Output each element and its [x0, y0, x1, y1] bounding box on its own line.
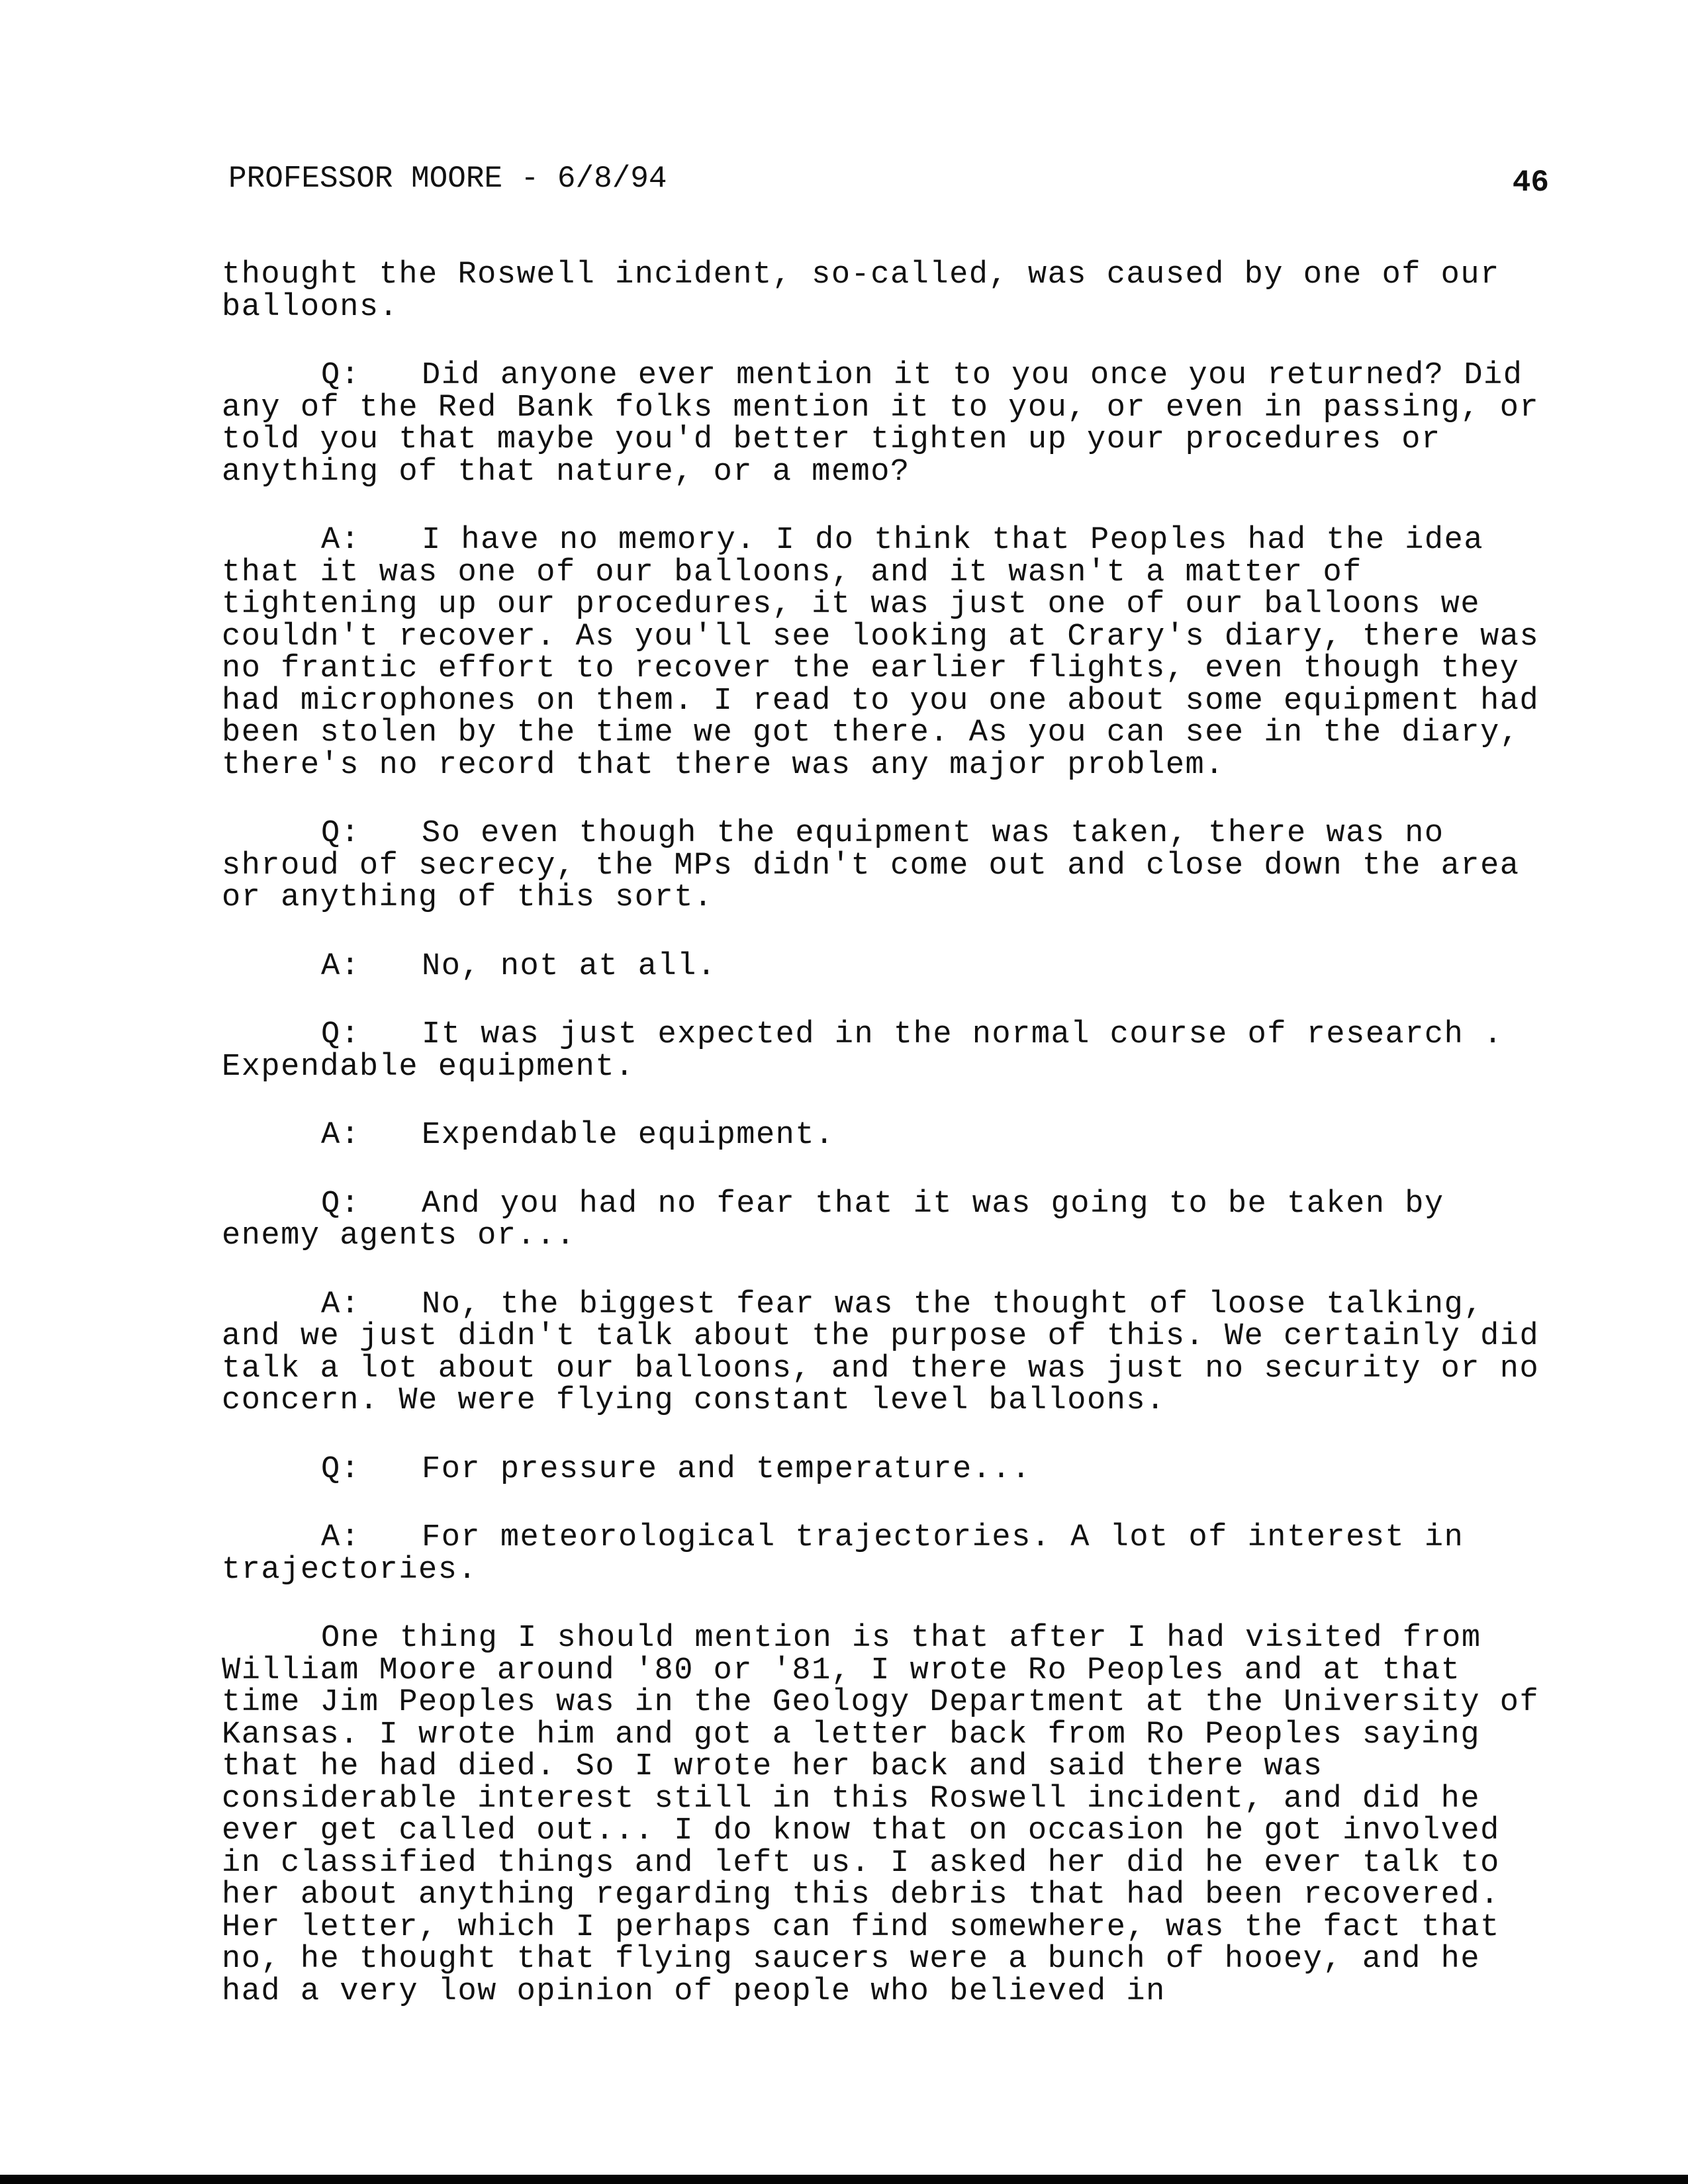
paragraph-answer: [222, 1120, 1552, 1152]
paragraph-text: And you had no fear that it was going to be taken by enemy agents or...: [222, 1186, 1444, 1253]
paragraph-answer: [222, 1522, 1552, 1586]
paragraph-question: [222, 1451, 1552, 1487]
paragraph-text: Expendable equipment.: [422, 1118, 835, 1153]
header-title: PROFESSOR MOORE - 6/8/94: [228, 161, 667, 196]
speaker-label: A:: [321, 948, 361, 984]
paragraph-text: One thing I should mention is that after I had visited from William Moore around '80 or '81, I wrote Ro Peoples and at that time Jim Peoples was in the Geology Department at the University of Kansas. I wrote him and got a letter back from Ro Peoples saying that he had died. So I wrote her back and said there was considerable interest still in this Roswell incident, and did he ever get called out... I do know that on occasion he got involved in classified things and left us. I asked her did he ever talk to her about anything regarding this debris that had been recovered. Her letter, which I perhaps can find somewhere, was the fact that no, he thought that flying saucers were a bunch of hooey, and he had a very low opinion of people who believed in: [222, 1621, 1540, 2009]
paragraph-text: Did anyone ever mention it to you once you returned? Did any of the Red Bank folks mention it to you, or even in passing, or told you that maybe you'd better tighten up your procedures or anything of that nature, or a memo?: [222, 358, 1540, 490]
paragraph-text: It was just expected in the normal course of research . Expendable equipment.: [222, 1017, 1503, 1085]
page-header: [228, 159, 1549, 199]
paragraph-question: [222, 360, 1552, 488]
paragraph-text: So even though the equipment was taken, there was no shroud of secrecy, the MPs didn't come out and close down the area or anything of this sort.: [222, 816, 1520, 915]
speaker-label: A:: [321, 1287, 361, 1322]
paragraph-answer: [222, 948, 1552, 984]
paragraph-text: No, the biggest fear was the thought of loose talking, and we just didn't talk about the purpose of this. We certainly did talk a lot about our balloons, and there was just no security or no concern. We were flying constant level balloons.: [222, 1287, 1540, 1418]
paragraph-question: [222, 1186, 1552, 1253]
paragraph-continuation: [222, 259, 1552, 324]
speaker-label: A:: [321, 1520, 361, 1555]
paragraph-text: thought the Roswell incident, so-called, was caused by one of our balloons.: [222, 257, 1500, 325]
paragraph-answer: [222, 1289, 1552, 1418]
paragraph-text: For meteorological trajectories. A lot of interest in trajectories.: [222, 1520, 1464, 1588]
speaker-label: Q:: [321, 1017, 361, 1052]
speaker-label: A:: [321, 1118, 361, 1153]
paragraph-narrative: [222, 1623, 1552, 2008]
speaker-label: A:: [321, 523, 361, 558]
paragraph-text: I have no memory. I do think that Peoples had the idea that it was one of our balloons, and it wasn't a matter of tightening up our procedures, it was just one of our balloons we couldn't recover. As you'll see looking at Crary's diary, there was no frantic effort to recover the earlier flights, even though they had microphones on them. I read to you one about some equipment had been stolen by the time we got there. As you can see in the diary, there's no record that there was any major problem.: [222, 523, 1540, 783]
speaker-label: Q:: [321, 1451, 361, 1487]
speaker-label: Q:: [321, 358, 361, 393]
speaker-label: Q:: [321, 816, 361, 851]
page-number: 46: [1512, 165, 1549, 200]
scan-edge-bar: [0, 2175, 1688, 2184]
transcript-body: [222, 259, 1552, 2044]
paragraph-text: No, not at all.: [422, 948, 717, 984]
paragraph-question: [222, 1019, 1552, 1083]
paragraph-text: For pressure and temperature...: [422, 1451, 1031, 1487]
paragraph-question: [222, 818, 1552, 915]
paragraph-answer: [222, 525, 1552, 782]
speaker-label: Q:: [321, 1186, 361, 1222]
